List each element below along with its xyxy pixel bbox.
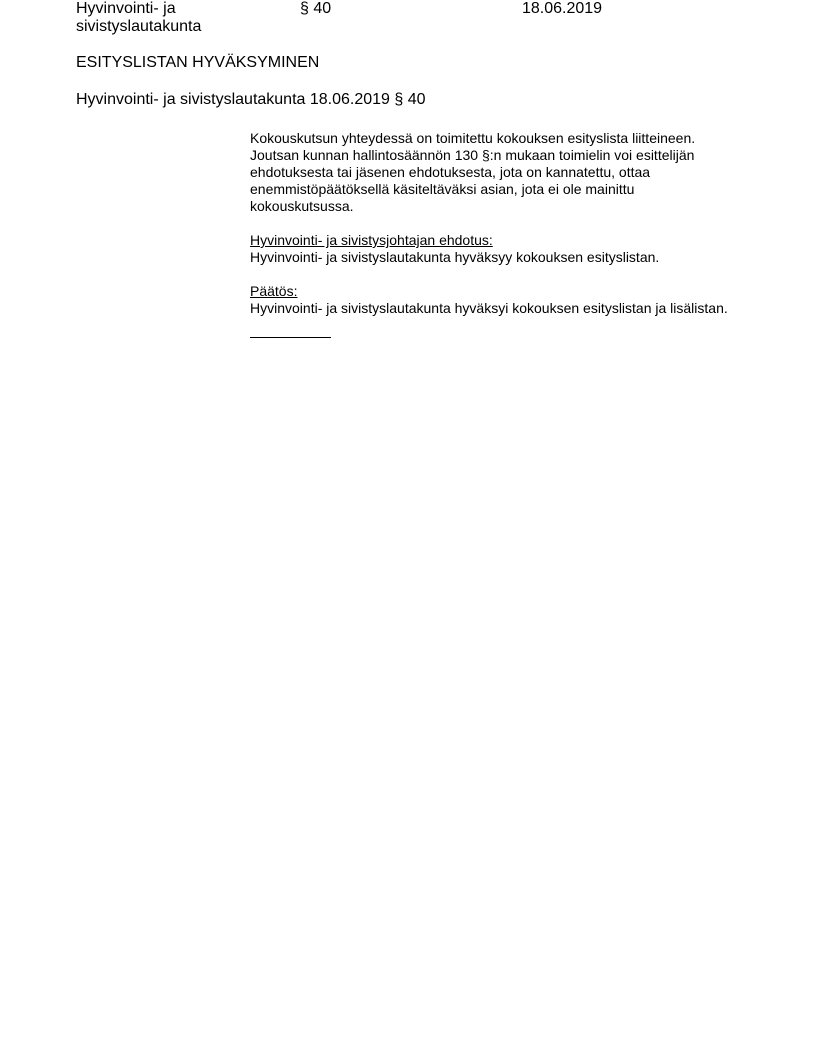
spacer [250,215,730,232]
decision-text: Hyvinvointi- ja sivistyslautakunta hyväksyi kokouksen esityslistan ja lisälistan. [250,300,728,316]
document-body [250,130,730,338]
document-title: ESITYSLISTAN HYVÄKSYMINEN [76,54,320,71]
proposal-text: Hyvinvointi- ja sivistyslautakunta hyväksyy kokouksen esityslistan. [250,249,660,265]
header-section-number: § 40 [300,0,332,17]
spacer [250,266,730,283]
end-divider [250,337,331,338]
header-date: 18.06.2019 [522,0,603,17]
header-committee-name: Hyvinvointi- ja sivistyslautakunta [76,0,202,35]
decision-heading: Päätös: [250,283,298,299]
document-subtitle: Hyvinvointi- ja sivistyslautakunta 18.06.2019 § 40 [76,91,426,108]
intro-paragraph: Kokouskutsun yhteydessä on toimitettu kokouksen esityslista liitteineen. Joutsan kunnan hallintosäännön 130 §:n mukaan toimielin voi esittelijän ehdotuksesta tai jäsenen ehdotuksesta, jota on kannatettu, ottaa enemmistöpäätöksellä käsiteltäväksi asian, jota ei ole mainittu kokouskutsussa. [250,130,696,214]
proposal-heading: Hyvinvointi- ja sivistysjohtajan ehdotus: [250,232,493,248]
